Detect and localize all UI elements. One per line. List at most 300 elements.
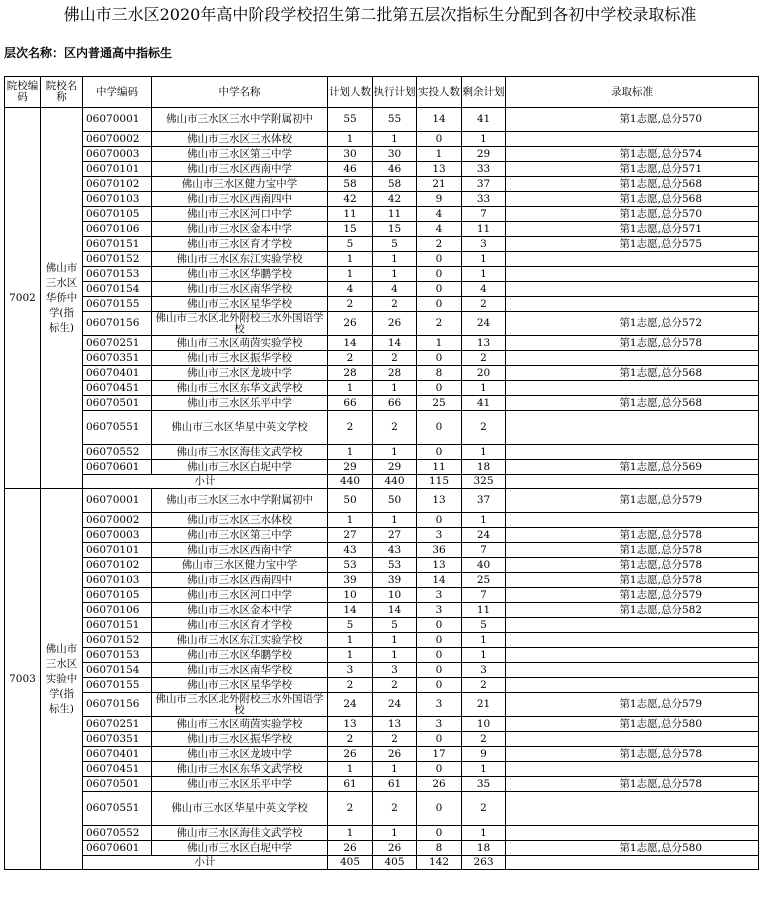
exec-count: 14	[373, 336, 417, 351]
col-plan: 计划人数	[328, 77, 373, 108]
school-code: 06070105	[83, 207, 152, 222]
remain-count: 40	[462, 558, 506, 573]
table-row	[5, 573, 759, 588]
actual-count: 0	[417, 762, 462, 777]
actual-count: 0	[417, 792, 462, 826]
school-code: 06070552	[83, 445, 152, 460]
admission-standard: 第1志愿,总分568	[506, 177, 759, 192]
admission-standard: 第1志愿,总分578	[506, 777, 759, 792]
exec-count: 1	[373, 381, 417, 396]
admission-standard: 第1志愿,总分575	[506, 237, 759, 252]
plan-count: 29	[328, 460, 373, 475]
actual-count: 13	[417, 489, 462, 513]
actual-count: 17	[417, 747, 462, 762]
plan-count: 1	[328, 513, 373, 528]
school-code: 06070551	[83, 411, 152, 445]
school-code: 06070002	[83, 513, 152, 528]
admission-standard: 第1志愿,总分579	[506, 588, 759, 603]
remain-count: 2	[462, 792, 506, 826]
remain-count: 5	[462, 618, 506, 633]
subtotal-row	[5, 856, 759, 870]
subtotal-exec: 405	[373, 856, 417, 870]
remain-count: 24	[462, 528, 506, 543]
actual-count: 25	[417, 396, 462, 411]
table-row	[5, 162, 759, 177]
school-name: 佛山市三水区白坭中学	[152, 841, 328, 856]
school-code: 06070251	[83, 717, 152, 732]
remain-count: 4	[462, 282, 506, 297]
plan-count: 26	[328, 841, 373, 856]
table-row	[5, 267, 759, 282]
actual-count: 21	[417, 177, 462, 192]
actual-count: 0	[417, 648, 462, 663]
school-code: 06070451	[83, 762, 152, 777]
exec-count: 30	[373, 147, 417, 162]
remain-count: 18	[462, 460, 506, 475]
school-name: 佛山市三水区金本中学	[152, 222, 328, 237]
plan-count: 1	[328, 445, 373, 460]
admission-standard	[506, 678, 759, 693]
admission-standard	[506, 411, 759, 445]
actual-count: 0	[417, 826, 462, 841]
school-code: 06070002	[83, 132, 152, 147]
school-code: 06070102	[83, 558, 152, 573]
exec-count: 5	[373, 618, 417, 633]
exec-count: 15	[373, 222, 417, 237]
remain-count: 11	[462, 222, 506, 237]
school-code: 06070151	[83, 237, 152, 252]
school-name: 佛山市三水区东江实验学校	[152, 252, 328, 267]
col-school-name: 中学名称	[152, 77, 328, 108]
school-name: 佛山市三水区第三中学	[152, 147, 328, 162]
admission-standard: 第1志愿,总分574	[506, 147, 759, 162]
table-row	[5, 528, 759, 543]
table-row	[5, 351, 759, 366]
exec-count: 11	[373, 207, 417, 222]
actual-count: 0	[417, 618, 462, 633]
school-name: 佛山市三水区龙坡中学	[152, 366, 328, 381]
school-name: 佛山市三水区金本中学	[152, 603, 328, 618]
actual-count: 3	[417, 693, 462, 717]
actual-count: 8	[417, 841, 462, 856]
school-name: 佛山市三水区河口中学	[152, 207, 328, 222]
admission-standard: 第1志愿,总分580	[506, 717, 759, 732]
exec-count: 1	[373, 762, 417, 777]
admission-standard: 第1志愿,总分571	[506, 162, 759, 177]
school-name: 佛山市三水区星华学校	[152, 297, 328, 312]
remain-count: 2	[462, 297, 506, 312]
school-name: 佛山市三水区海佳文武学校	[152, 826, 328, 841]
admission-standard: 第1志愿,总分579	[506, 693, 759, 717]
remain-count: 1	[462, 252, 506, 267]
remain-count: 3	[462, 663, 506, 678]
admission-standard	[506, 381, 759, 396]
plan-count: 2	[328, 297, 373, 312]
school-name: 佛山市三水区西南四中	[152, 192, 328, 207]
school-code: 06070156	[83, 693, 152, 717]
admission-standard	[506, 648, 759, 663]
col-college-name: 院校名称	[41, 77, 83, 108]
admission-standard	[506, 732, 759, 747]
college-name: 佛山市三水区实验中学(指标生)	[41, 489, 83, 870]
table-row	[5, 732, 759, 747]
remain-count: 1	[462, 381, 506, 396]
table-row	[5, 717, 759, 732]
plan-count: 1	[328, 648, 373, 663]
school-code: 06070103	[83, 573, 152, 588]
school-code: 06070156	[83, 312, 152, 336]
admission-standard	[506, 633, 759, 648]
subtotal-plan: 405	[328, 856, 373, 870]
exec-count: 1	[373, 826, 417, 841]
admission-standard	[506, 282, 759, 297]
admission-standard	[506, 351, 759, 366]
remain-count: 37	[462, 489, 506, 513]
remain-count: 7	[462, 207, 506, 222]
level-label: 层次名称：区内普通高中指标生	[4, 46, 173, 60]
plan-count: 66	[328, 396, 373, 411]
exec-count: 1	[373, 267, 417, 282]
exec-count: 50	[373, 489, 417, 513]
admission-standard: 第1志愿,总分578	[506, 543, 759, 558]
admission-standard	[506, 618, 759, 633]
school-code: 06070154	[83, 282, 152, 297]
school-name: 佛山市三水区龙坡中学	[152, 747, 328, 762]
plan-count: 13	[328, 717, 373, 732]
school-code: 06070152	[83, 633, 152, 648]
admission-standard: 第1志愿,总分578	[506, 573, 759, 588]
plan-count: 55	[328, 108, 373, 132]
remain-count: 1	[462, 513, 506, 528]
exec-count: 58	[373, 177, 417, 192]
page-title: 佛山市三水区2020年高中阶段学校招生第二批第五层次指标生分配到各初中学校录取标准	[63, 5, 697, 24]
admission-standard: 第1志愿,总分568	[506, 192, 759, 207]
exec-count: 26	[373, 747, 417, 762]
table-row	[5, 543, 759, 558]
school-name: 佛山市三水区河口中学	[152, 588, 328, 603]
table-row	[5, 633, 759, 648]
school-code: 06070401	[83, 747, 152, 762]
remain-count: 1	[462, 648, 506, 663]
school-code: 06070003	[83, 528, 152, 543]
remain-count: 2	[462, 351, 506, 366]
exec-count: 53	[373, 558, 417, 573]
subtotal-remain: 325	[462, 475, 506, 489]
plan-count: 2	[328, 792, 373, 826]
school-name: 佛山市三水区星华学校	[152, 678, 328, 693]
table-row	[5, 460, 759, 475]
table-row	[5, 445, 759, 460]
plan-count: 26	[328, 312, 373, 336]
exec-count: 2	[373, 678, 417, 693]
plan-count: 28	[328, 366, 373, 381]
school-name: 佛山市三水区东江实验学校	[152, 633, 328, 648]
remain-count: 25	[462, 573, 506, 588]
col-standard: 录取标准	[506, 77, 759, 108]
table-row	[5, 841, 759, 856]
actual-count: 0	[417, 297, 462, 312]
admission-standard: 第1志愿,总分580	[506, 841, 759, 856]
remain-count: 1	[462, 267, 506, 282]
remain-count: 33	[462, 162, 506, 177]
actual-count: 0	[417, 445, 462, 460]
subtotal-label: 小计	[83, 856, 328, 870]
admission-standard: 第1志愿,总分568	[506, 396, 759, 411]
col-exec: 执行计划	[373, 77, 417, 108]
plan-count: 27	[328, 528, 373, 543]
exec-count: 43	[373, 543, 417, 558]
actual-count: 8	[417, 366, 462, 381]
admission-standard	[506, 267, 759, 282]
remain-count: 7	[462, 543, 506, 558]
actual-count: 2	[417, 237, 462, 252]
school-name: 佛山市三水区健力宝中学	[152, 177, 328, 192]
school-code: 06070003	[83, 147, 152, 162]
admission-table	[4, 76, 759, 870]
exec-count: 10	[373, 588, 417, 603]
actual-count: 14	[417, 573, 462, 588]
exec-count: 29	[373, 460, 417, 475]
remain-count: 41	[462, 108, 506, 132]
table-row	[5, 147, 759, 162]
school-code: 06070552	[83, 826, 152, 841]
college-code: 7002	[5, 108, 41, 489]
plan-count: 2	[328, 732, 373, 747]
plan-count: 58	[328, 177, 373, 192]
actual-count: 4	[417, 207, 462, 222]
table-row	[5, 588, 759, 603]
plan-count: 1	[328, 132, 373, 147]
subtotal-actual: 142	[417, 856, 462, 870]
school-code: 06070152	[83, 252, 152, 267]
remain-count: 37	[462, 177, 506, 192]
plan-count: 24	[328, 693, 373, 717]
exec-count: 46	[373, 162, 417, 177]
school-code: 06070101	[83, 543, 152, 558]
remain-count: 1	[462, 826, 506, 841]
remain-count: 2	[462, 411, 506, 445]
admission-standard: 第1志愿,总分572	[506, 312, 759, 336]
actual-count: 13	[417, 558, 462, 573]
table-row	[5, 381, 759, 396]
table-row	[5, 826, 759, 841]
exec-count: 4	[373, 282, 417, 297]
table-row	[5, 237, 759, 252]
subtotal-standard	[506, 856, 759, 870]
college-name: 佛山市三水区华侨中学(指标生)	[41, 108, 83, 489]
exec-count: 2	[373, 351, 417, 366]
remain-count: 24	[462, 312, 506, 336]
table-row	[5, 252, 759, 267]
plan-count: 11	[328, 207, 373, 222]
table-row	[5, 396, 759, 411]
school-code: 06070501	[83, 396, 152, 411]
actual-count: 0	[417, 513, 462, 528]
col-remain: 剩余计划	[462, 77, 506, 108]
exec-count: 13	[373, 717, 417, 732]
actual-count: 0	[417, 132, 462, 147]
remain-count: 35	[462, 777, 506, 792]
remain-count: 11	[462, 603, 506, 618]
admission-standard	[506, 297, 759, 312]
remain-count: 13	[462, 336, 506, 351]
plan-count: 4	[328, 282, 373, 297]
actual-count: 0	[417, 633, 462, 648]
admission-standard	[506, 252, 759, 267]
plan-count: 5	[328, 237, 373, 252]
admission-standard	[506, 513, 759, 528]
actual-count: 36	[417, 543, 462, 558]
exec-count: 14	[373, 603, 417, 618]
plan-count: 2	[328, 351, 373, 366]
col-school-code: 中学编码	[83, 77, 152, 108]
plan-count: 15	[328, 222, 373, 237]
actual-count: 0	[417, 252, 462, 267]
school-code: 06070501	[83, 777, 152, 792]
school-name: 佛山市三水区西南中学	[152, 543, 328, 558]
school-name: 佛山市三水区白坭中学	[152, 460, 328, 475]
school-name: 佛山市三水区萌茵实验学校	[152, 717, 328, 732]
table-row	[5, 747, 759, 762]
actual-count: 3	[417, 528, 462, 543]
plan-count: 46	[328, 162, 373, 177]
exec-count: 1	[373, 648, 417, 663]
plan-count: 14	[328, 336, 373, 351]
school-code: 06070105	[83, 588, 152, 603]
school-name: 佛山市三水区振华学校	[152, 732, 328, 747]
school-name: 佛山市三水区南华学校	[152, 663, 328, 678]
school-name: 佛山市三水区三水体校	[152, 513, 328, 528]
admission-standard: 第1志愿,总分570	[506, 108, 759, 132]
remain-count: 18	[462, 841, 506, 856]
plan-count: 3	[328, 663, 373, 678]
table-row	[5, 678, 759, 693]
remain-count: 1	[462, 445, 506, 460]
admission-standard	[506, 445, 759, 460]
remain-count: 1	[462, 132, 506, 147]
admission-standard: 第1志愿,总分578	[506, 528, 759, 543]
plan-count: 39	[328, 573, 373, 588]
table-row	[5, 177, 759, 192]
exec-count: 61	[373, 777, 417, 792]
remain-count: 1	[462, 762, 506, 777]
table-row	[5, 663, 759, 678]
exec-count: 2	[373, 732, 417, 747]
actual-count: 4	[417, 222, 462, 237]
subtotal-actual: 115	[417, 475, 462, 489]
school-name: 佛山市三水区三水体校	[152, 132, 328, 147]
school-name: 佛山市三水区萌茵实验学校	[152, 336, 328, 351]
school-name: 佛山市三水区健力宝中学	[152, 558, 328, 573]
plan-count: 10	[328, 588, 373, 603]
exec-count: 66	[373, 396, 417, 411]
actual-count: 26	[417, 777, 462, 792]
school-code: 06070101	[83, 162, 152, 177]
school-code: 06070106	[83, 222, 152, 237]
admission-standard: 第1志愿,总分569	[506, 460, 759, 475]
exec-count: 26	[373, 841, 417, 856]
actual-count: 0	[417, 351, 462, 366]
plan-count: 1	[328, 381, 373, 396]
plan-count: 26	[328, 747, 373, 762]
school-name: 佛山市三水区北外附校三水外国语学校	[152, 693, 328, 717]
col-actual: 实投人数	[417, 77, 462, 108]
remain-count: 2	[462, 732, 506, 747]
table-row	[5, 693, 759, 717]
admission-standard: 第1志愿,总分579	[506, 489, 759, 513]
actual-count: 11	[417, 460, 462, 475]
school-name: 佛山市三水区东华文武学校	[152, 762, 328, 777]
plan-count: 1	[328, 826, 373, 841]
exec-count: 26	[373, 312, 417, 336]
actual-count: 0	[417, 411, 462, 445]
school-name: 佛山市三水区海佳文武学校	[152, 445, 328, 460]
table-row	[5, 312, 759, 336]
exec-count: 2	[373, 297, 417, 312]
school-name: 佛山市三水区第三中学	[152, 528, 328, 543]
table-row	[5, 603, 759, 618]
school-code: 06070551	[83, 792, 152, 826]
school-code: 06070151	[83, 618, 152, 633]
col-college-code: 院校编码	[5, 77, 41, 108]
table-row	[5, 792, 759, 826]
exec-count: 1	[373, 132, 417, 147]
subtotal-exec: 440	[373, 475, 417, 489]
school-code: 06070155	[83, 297, 152, 312]
school-code: 06070001	[83, 489, 152, 513]
table-row	[5, 297, 759, 312]
plan-count: 2	[328, 678, 373, 693]
school-code: 06070401	[83, 366, 152, 381]
table-row	[5, 207, 759, 222]
actual-count: 0	[417, 663, 462, 678]
actual-count: 1	[417, 147, 462, 162]
subtotal-plan: 440	[328, 475, 373, 489]
school-code: 06070351	[83, 351, 152, 366]
school-name: 佛山市三水区乐平中学	[152, 777, 328, 792]
exec-count: 3	[373, 663, 417, 678]
remain-count: 10	[462, 717, 506, 732]
plan-count: 50	[328, 489, 373, 513]
plan-count: 30	[328, 147, 373, 162]
admission-standard	[506, 762, 759, 777]
subtotal-remain: 263	[462, 856, 506, 870]
school-name: 佛山市三水区三水中学附属初中	[152, 108, 328, 132]
admission-standard: 第1志愿,总分578	[506, 747, 759, 762]
header-row	[5, 77, 759, 108]
actual-count: 0	[417, 678, 462, 693]
remain-count: 29	[462, 147, 506, 162]
table-row	[5, 222, 759, 237]
admission-standard	[506, 663, 759, 678]
actual-count: 0	[417, 381, 462, 396]
remain-count: 21	[462, 693, 506, 717]
school-name: 佛山市三水区西南中学	[152, 162, 328, 177]
exec-count: 1	[373, 445, 417, 460]
exec-count: 2	[373, 792, 417, 826]
admission-standard: 第1志愿,总分568	[506, 366, 759, 381]
school-code: 06070155	[83, 678, 152, 693]
table-row	[5, 192, 759, 207]
school-code: 06070154	[83, 663, 152, 678]
plan-count: 5	[328, 618, 373, 633]
plan-count: 1	[328, 252, 373, 267]
school-code: 06070103	[83, 192, 152, 207]
school-name: 佛山市三水区南华学校	[152, 282, 328, 297]
school-name: 佛山市三水区东华文武学校	[152, 381, 328, 396]
table-row	[5, 648, 759, 663]
table-row	[5, 132, 759, 147]
